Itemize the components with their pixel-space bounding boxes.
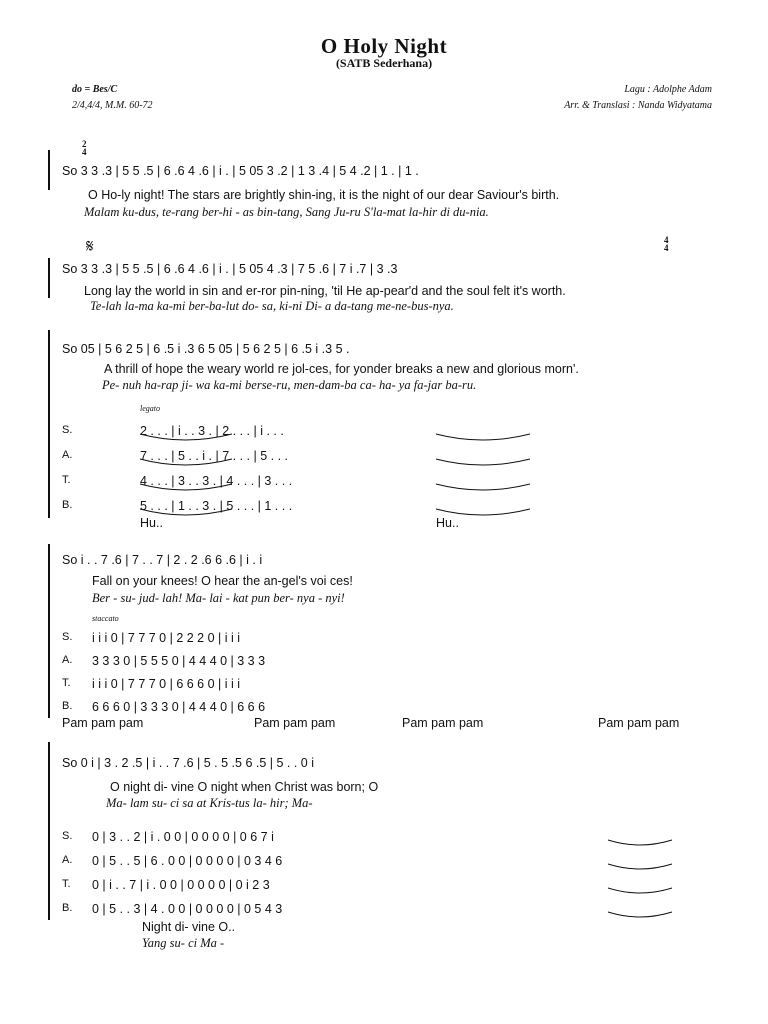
part-label: T. (62, 878, 71, 890)
satb-line: 5 . . . | 1 . . 3 . | 5 . . . | 1 . . . (140, 499, 293, 513)
pam-lyric: Pam pam pam (254, 716, 336, 730)
hum-lyric: Hu.. (140, 516, 163, 530)
key-signature: do = Bes/C (72, 84, 118, 95)
lyric-indonesian: Pe- nuh ha-rap ji- wa ka-mi berse-ru, men-dam-ba ca- ha- ya fa-jar ba-ru. (102, 378, 477, 392)
arranger-credit: Arr. & Translasi : Nanda Widyatama (564, 100, 712, 111)
slur (436, 484, 530, 490)
slur (140, 459, 232, 465)
lyric-indonesian: Malam ku-dus, te-rang ber-hi - as bin-tang, Sang Ju-ru S'la-mat la-hir di du-nia. (84, 205, 489, 219)
satb-line: 0 | 5 . . 3 | 4 . 0 0 | 0 0 0 0 | 0 5 4 3 (92, 902, 283, 916)
part-label: S. (62, 424, 73, 436)
segno-icon: 𝄋 (86, 236, 94, 256)
lyric-english: Fall on your knees! O hear the an-gel's voi ces! (92, 574, 353, 588)
slur (608, 840, 672, 845)
lyric-indonesian: Ma- lam su- ci sa at Kris-tus la- hir; Ma- (106, 796, 313, 810)
lyric-english: O night di- vine O night when Christ was born; O (110, 780, 379, 794)
hum-lyric: Hu.. (436, 516, 459, 530)
lyric-indonesian: Te-lah la-ma ka-mi ber-ba-lut do- sa, ki-ni Di- a da-tang me-ne-bus-nya. (90, 299, 454, 313)
soprano-line: So 3 3 .3 | 5 5 .5 | 6 .6 4 .6 | i . | 5 05 3 .2 | 1 3 .4 | 5 4 .2 | 1 . | 1 . (62, 164, 419, 178)
legato-mark: legato (140, 404, 160, 413)
part-label: S. (62, 631, 73, 643)
lyric-english: A thrill of hope the weary world re jol-ces, for yonder breaks a new and glorious morn'. (104, 362, 579, 376)
part-label: B. (62, 902, 73, 914)
soprano-line: So i . . 7 .6 | 7 . . 7 | 2 . 2 .6 6 .6 | i . i (62, 553, 263, 567)
staccato-mark: staccato (92, 614, 119, 623)
part-label: A. (62, 654, 73, 666)
pam-lyric: Pam pam pam (598, 716, 680, 730)
song-title: O Holy Night (320, 34, 448, 58)
satb-line: 3 3 3 0 | 5 5 5 0 | 4 4 4 0 | 3 3 3 (92, 654, 266, 668)
lower-lyric-english: Night di- vine O.. (142, 920, 236, 934)
pam-lyric: Pam pam pam (62, 716, 144, 730)
lower-lyric-indonesian: Yang su- ci Ma - (142, 936, 225, 950)
satb-line: i i i 0 | 7 7 7 0 | 6 6 6 0 | i i i (92, 677, 241, 691)
slur (608, 888, 672, 893)
song-subtitle: (SATB Sederhana) (335, 56, 433, 70)
slur (436, 459, 530, 465)
meter-tempo: 2/4,4/4, M.M. 60-72 (72, 100, 153, 111)
part-label: A. (62, 854, 73, 866)
part-label: T. (62, 677, 71, 689)
part-label: S. (62, 830, 73, 842)
soprano-line: So 3 3 .3 | 5 5 .5 | 6 .6 4 .6 | i . | 5 05 4 .3 | 7 5 .6 | 7 i .7 | 3 .3 (62, 262, 398, 276)
composer-credit: Lagu : Adolphe Adam (624, 84, 712, 95)
satb-line: 6 6 6 0 | 3 3 3 0 | 4 4 4 0 | 6 6 6 (92, 700, 266, 714)
slur (608, 864, 672, 869)
slur (140, 509, 232, 515)
pam-lyric: Pam pam pam (402, 716, 484, 730)
slur (140, 484, 232, 490)
satb-line: 4 . . . | 3 . . 3 . | 4 . . . | 3 . . . (140, 474, 293, 488)
slur (608, 912, 672, 917)
part-label: T. (62, 474, 71, 486)
lyric-indonesian: Ber - su- jud- lah! Ma- lai - kat pun ber- nya - nyi! (92, 591, 345, 605)
time-signature: 4 4 (664, 235, 669, 253)
soprano-line: So 05 | 5 6 2 5 | 6 .5 i .3 6 5 05 | 5 6 2 5 | 6 .5 i .3 5 . (62, 342, 350, 356)
satb-line: 7 . . . | 5 . . i . | 7 . . . | 5 . . . (140, 449, 288, 463)
satb-line: 0 | i . . 7 | i . 0 0 | 0 0 0 0 | 0 i 2 3 (92, 878, 270, 892)
satb-line: 0 | 3 . . 2 | i . 0 0 | 0 0 0 0 | 0 6 7 i (92, 830, 274, 844)
satb-line: i i i 0 | 7 7 7 0 | 2 2 2 0 | i i i (92, 631, 241, 645)
slur (436, 509, 530, 515)
part-label: A. (62, 449, 73, 461)
lyric-english: Long lay the world in sin and er-ror pin-ning, 'til He ap-pear'd and the soul felt it's worth. (84, 284, 566, 298)
lyric-english: O Ho-ly night! The stars are brightly shin-ing, it is the night of our dear Saviour's birth. (88, 188, 560, 202)
part-label: B. (62, 499, 73, 511)
soprano-line: So 0 i | 3 . 2 .5 | i . . 7 .6 | 5 . 5 .5 6 .5 | 5 . . 0 i (62, 756, 315, 770)
satb-line: 0 | 5 . . 5 | 6 . 0 0 | 0 0 0 0 | 0 3 4 6 (92, 854, 283, 868)
satb-line: 2 . . . | i . . 3 . | 2 . . . | i . . . (140, 424, 284, 438)
time-signature: 2 4 (82, 139, 87, 157)
slur (140, 434, 232, 440)
slur (436, 434, 530, 440)
part-label: B. (62, 700, 73, 712)
